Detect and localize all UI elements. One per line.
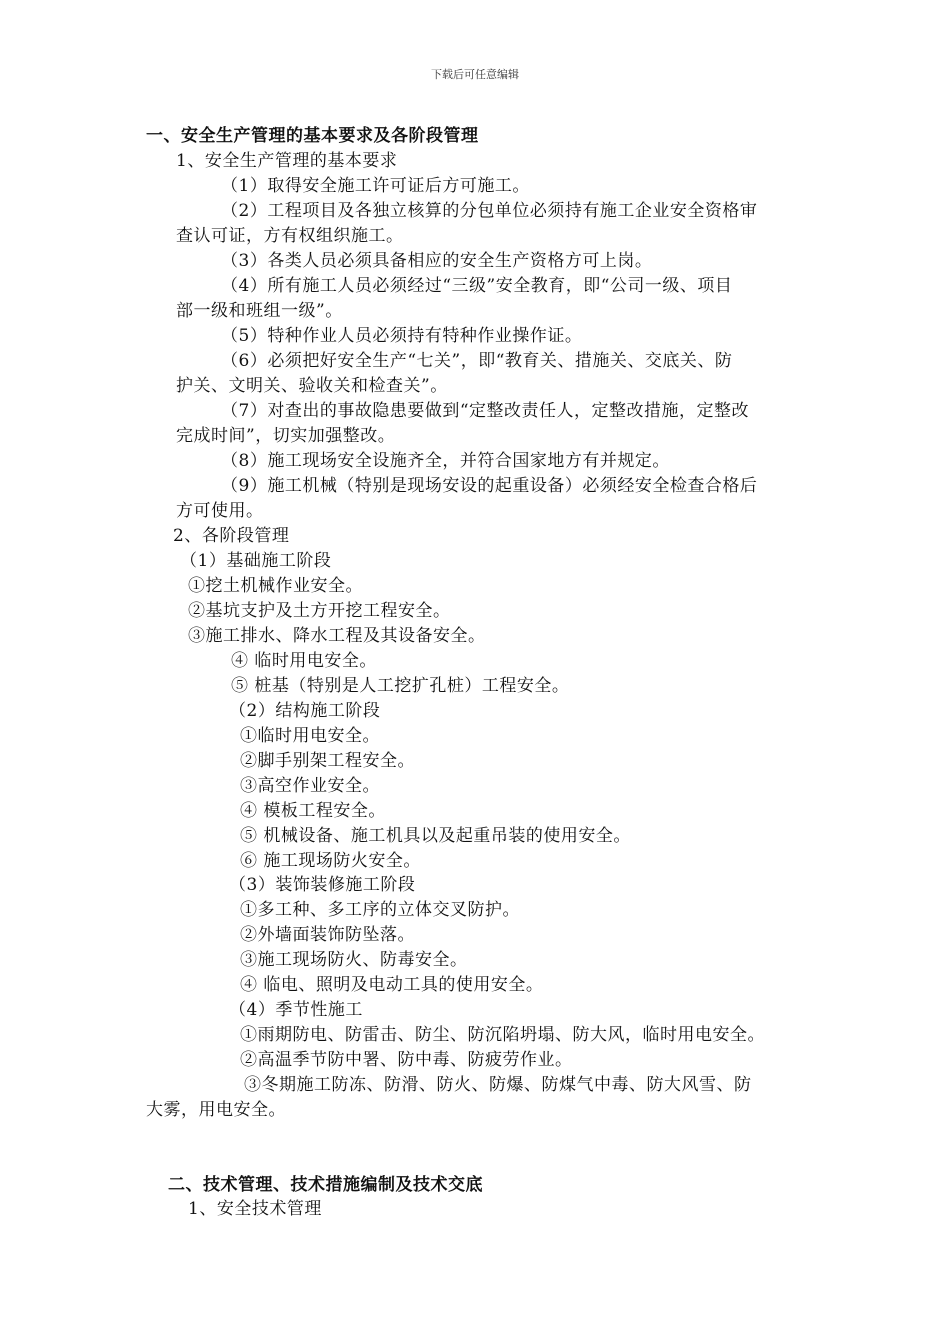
phase-4-title: （4）季节性施工 (229, 1000, 363, 1020)
phase-item: ②基坑支护及土方开挖工程安全。 (188, 601, 451, 621)
requirement-line: （6）必须把好安全生产“七关”，即“教育关、措施关、交底关、防 (221, 351, 733, 371)
phase-item: ⑤ 桩基（特别是人工挖扩孔桩）工程安全。 (231, 676, 570, 696)
requirement-line: 完成时间”，切实加强整改。 (176, 426, 396, 446)
phase-item: ③冬期施工防冻、防滑、防火、防爆、防煤气中毒、防大风雪、防 (244, 1075, 752, 1095)
requirement-line: （1）取得安全施工许可证后方可施工。 (221, 176, 530, 196)
section-2-title: 二、技术管理、技术措施编制及技术交底 (168, 1175, 483, 1195)
phase-item: ⑥ 施工现场防火安全。 (240, 851, 421, 871)
requirement-line: （2）工程项目及各独立核算的分包单位必须持有施工企业安全资格审 (221, 201, 758, 221)
subsection-1-title: 1、安全生产管理的基本要求 (176, 151, 398, 171)
phase-item: ④ 模板工程安全。 (240, 801, 386, 821)
requirement-line: （7）对查出的事故隐患要做到“定整改责任人，定整改措施，定整改 (221, 401, 750, 421)
phase-item: ③施工现场防火、防毒安全。 (240, 950, 468, 970)
requirement-line: （8）施工现场安全设施齐全，并符合国家地方有并规定。 (221, 451, 670, 471)
section-1-title: 一、安全生产管理的基本要求及各阶段管理 (146, 126, 479, 146)
phase-item: ②外墙面装饰防坠落。 (240, 925, 415, 945)
requirement-line: 护关、文明关、验收关和检查关”。 (176, 376, 448, 396)
phase-item: 大雾，用电安全。 (146, 1100, 286, 1120)
requirement-line: （4）所有施工人员必须经过“三级”安全教育，即“公司一级、项目 (221, 276, 733, 296)
phase-item: ①多工种、多工序的立体交叉防护。 (240, 900, 520, 920)
requirement-line: （9）施工机械（特别是现场安设的起重设备）必须经安全检查合格后 (221, 476, 758, 496)
phase-item: ①挖土机械作业安全。 (188, 576, 363, 596)
phase-2-title: （2）结构施工阶段 (229, 701, 381, 721)
requirement-line: 方可使用。 (176, 501, 264, 521)
phase-item: ②脚手别架工程安全。 (240, 751, 415, 771)
phase-item: ①临时用电安全。 (240, 726, 380, 746)
phase-3-title: （3）装饰装修施工阶段 (229, 875, 416, 895)
phase-item: ⑤ 机械设备、施工机具以及起重吊装的使用安全。 (240, 826, 631, 846)
requirement-line: （5）特种作业人员必须持有特种作业操作证。 (221, 326, 583, 346)
requirement-line: 查认可证，方有权组织施工。 (176, 226, 404, 246)
page-header: 下载后可任意编辑 (431, 68, 519, 81)
section-2-subsection-1-title: 1、安全技术管理 (188, 1199, 322, 1219)
phase-item: ③施工排水、降水工程及其设备安全。 (188, 626, 486, 646)
phase-item: ④ 临时用电安全。 (231, 651, 377, 671)
phase-item: ④ 临电、照明及电动工具的使用安全。 (240, 975, 544, 995)
phase-item: ①雨期防电、防雷击、防尘、防沉陷坍塌、防大风，临时用电安全。 (240, 1025, 765, 1045)
requirement-line: 部一级和班组一级”。 (176, 301, 343, 321)
subsection-2-title: 2、各阶段管理 (173, 526, 290, 546)
phase-1-title: （1）基础施工阶段 (180, 551, 332, 571)
requirement-line: （3）各类人员必须具备相应的安全生产资格方可上岗。 (221, 251, 653, 271)
phase-item: ③高空作业安全。 (240, 776, 380, 796)
phase-item: ②高温季节防中署、防中毒、防疲劳作业。 (240, 1050, 573, 1070)
